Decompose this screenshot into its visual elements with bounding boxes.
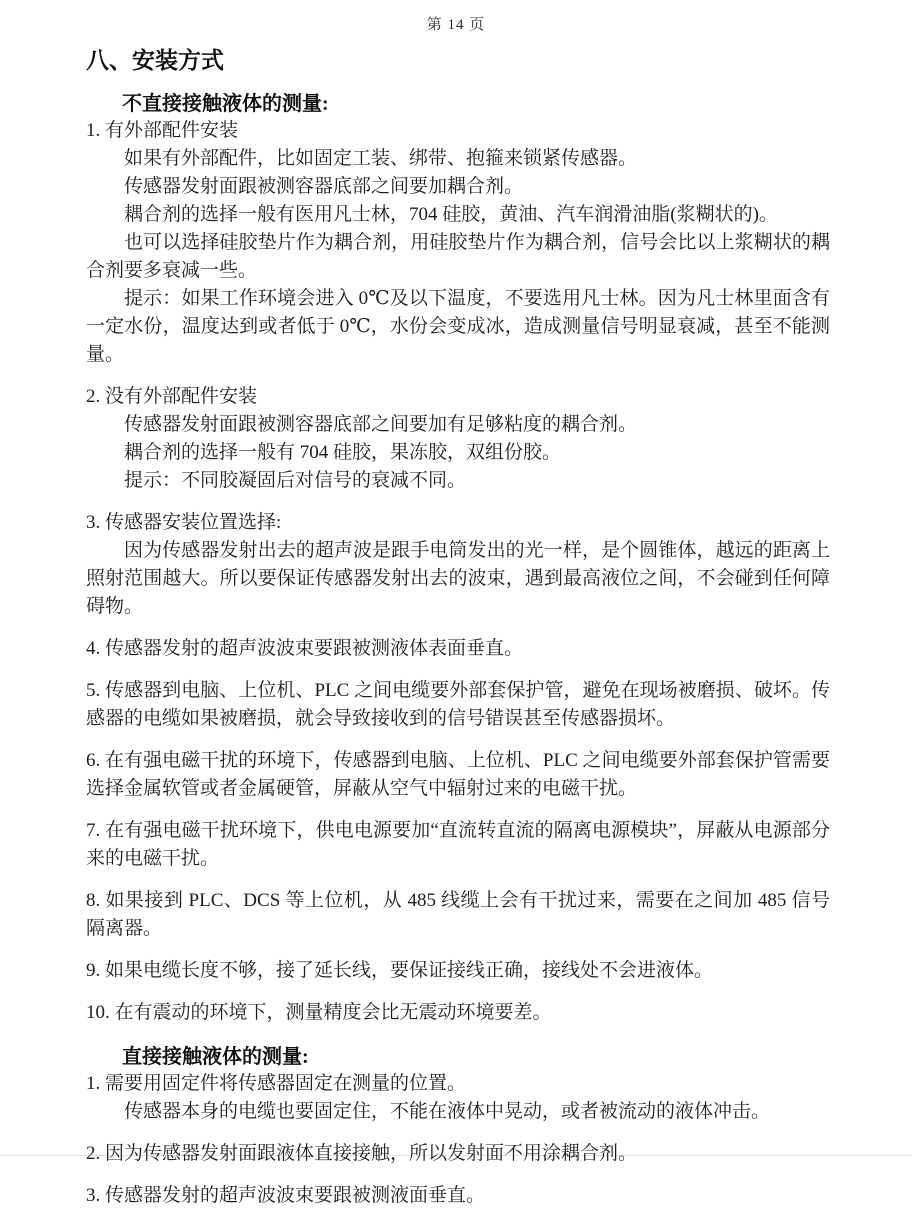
body-paragraph: 因为传感器发射出去的超声波是跟手电筒发出的光一样，是个圆锥体，越远的距离上照射范围越大。所以要保证传感器发射出去的波束，遇到最高液位之间，不会碰到任何障碍物。 <box>86 540 830 617</box>
numbered-item: 2. 没有外部配件安装 <box>86 386 258 407</box>
numbered-item: 10. 在有震动的环境下，测量精度会比无震动环境要差。 <box>86 1002 552 1023</box>
body-paragraph: 传感器本身的电缆也要固定住，不能在液体中晃动，或者被流动的液体冲击。 <box>124 1101 771 1122</box>
numbered-item: 7. 在有强电磁干扰环境下，供电电源要加“直流转直流的隔离电源模块”，屏蔽从电源部分来的电磁干扰。 <box>86 820 830 869</box>
body-paragraph: 提示：如果工作环境会进入 0℃及以下温度，不要选用凡士林。因为凡士林里面含有一定水份，温度达到或者低于 0℃，水份会变成冰，造成测量信号明显衰减，甚至不能测量。 <box>86 288 830 365</box>
body-paragraph: 传感器发射面跟被测容器底部之间要加有足够粘度的耦合剂。 <box>124 414 638 435</box>
body-paragraph: 如果有外部配件，比如固定工装、绑带、抱箍来锁紧传感器。 <box>124 148 638 169</box>
body-paragraph: 也可以选择硅胶垫片作为耦合剂，用硅胶垫片作为耦合剂，信号会比以上浆糊状的耦合剂要多衰减一些。 <box>86 232 830 281</box>
body-paragraph: 耦合剂的选择一般有 704 硅胶，果冻胶，双组份胶。 <box>124 442 562 463</box>
page-number: 第 14 页 <box>426 17 486 33</box>
numbered-item: 1. 需要用固定件将传感器固定在测量的位置。 <box>86 1073 467 1094</box>
numbered-item: 1. 有外部配件安装 <box>86 120 239 141</box>
body-paragraph: 提示：不同胶凝固后对信号的衰减不同。 <box>124 470 467 491</box>
numbered-item: 3. 传感器发射的超声波波束要跟被测液面垂直。 <box>86 1185 486 1206</box>
numbered-item: 8. 如果接到 PLC、DCS 等上位机，从 485 线缆上会有干扰过来，需要在之间加 485 信号隔离器。 <box>86 890 830 939</box>
subsection-heading: 直接接触液体的测量: <box>122 1046 309 1068</box>
document-body <box>0 92 912 1210</box>
numbered-item: 4. 传感器发射的超声波波束要跟被测液体表面垂直。 <box>86 638 524 659</box>
subsection-heading: 不直接接触液体的测量: <box>122 93 329 115</box>
numbered-item: 5. 传感器到电脑、上位机、PLC 之间电缆要外部套保护管，避免在现场被磨损、破坏。传感器的电缆如果被磨损，就会导致接收到的信号错误甚至传感器损坏。 <box>86 680 830 729</box>
body-paragraph: 传感器发射面跟被测容器底部之间要加耦合剂。 <box>124 176 524 197</box>
numbered-item: 9. 如果电缆长度不够，接了延长线，要保证接线正确，接线处不会进液体。 <box>86 960 714 981</box>
numbered-item: 6. 在有强电磁干扰的环境下，传感器到电脑、上位机、PLC 之间电缆要外部套保护管需要选择金属软管或者金属硬管，屏蔽从空气中辐射过来的电磁干扰。 <box>86 750 830 799</box>
chapter-heading: 八、安装方式 <box>86 48 224 73</box>
numbered-item: 3. 传感器安装位置选择: <box>86 512 282 533</box>
body-paragraph: 耦合剂的选择一般有医用凡士林，704 硅胶，黄油、汽车润滑油脂(浆糊状的)。 <box>124 204 778 225</box>
numbered-item: 2. 因为传感器发射面跟液体直接接触，所以发射面不用涂耦合剂。 <box>86 1143 638 1164</box>
